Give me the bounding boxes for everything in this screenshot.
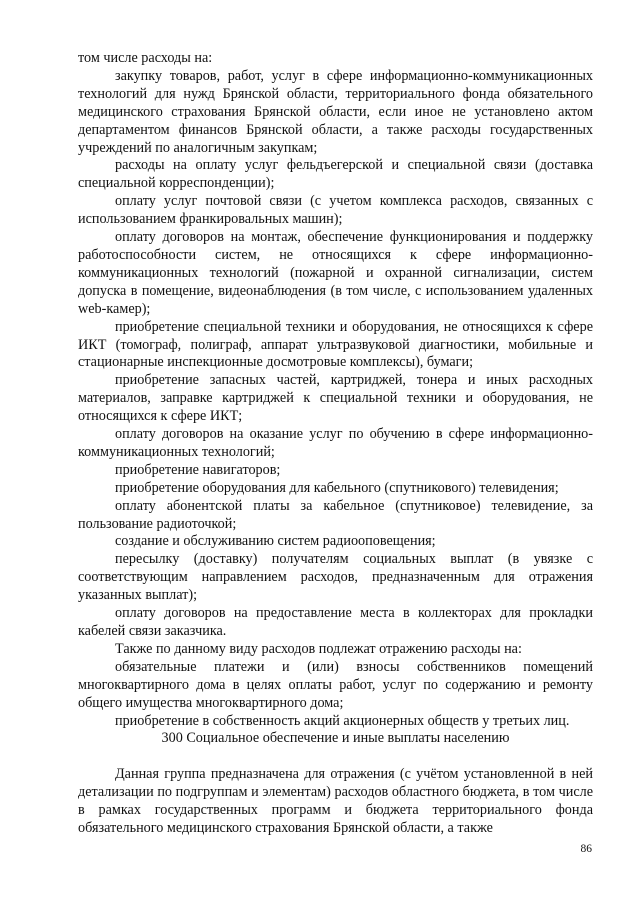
paragraph-special-equipment: приобретение специальной техники и оборудования, не относящихся к сфере ИКТ (томограф, полиграф, аппарат ультразвуковой диагностики, мобильные и стационарные инспекционные досмотровые комплексы), бумаги; — [78, 318, 593, 371]
paragraph-training: оплату договоров на оказание услуг по обучению в сфере информационно-коммуникационных технологий; — [78, 426, 593, 460]
paragraph-spare-parts: приобретение запасных частей, картриджей, тонера и иных расходных материалов, заправке картриджей к специальной техники и оборудования, не относящихся к сфере ИКТ; — [78, 372, 593, 425]
paragraph-intro: том числе расходы на: — [78, 50, 213, 66]
section-heading: 300 Социальное обеспечение и иные выплаты населению — [161, 730, 510, 747]
paragraph-also: Также по данному виду расходов подлежат отражению расходы на: — [115, 640, 522, 657]
paragraph-collectors: оплату договоров на предоставление места в коллекторах для прокладки кабелей связи заказчика. — [78, 605, 593, 639]
paragraph-tv-subscription: оплату абонентской платы за кабельное (спутниковое) телевидение, за пользование радиоточкой; — [78, 497, 593, 532]
paragraph-systems-contracts: оплату договоров на монтаж, обеспечение функционирования и поддержку работоспособности систем, не относящихся к сфере информационно-коммуникационных технологий (пожарной и охранной сигнализации, систем допуска в помещение, видеонаблюдения (в том числе, с использованием удаленных web-камер); — [78, 229, 593, 317]
paragraph-postal-services: оплату услуг почтовой связи (с учетом комплекса расходов, связанных с использованием франкировальных машин); — [78, 193, 593, 228]
paragraph-delivery: пересылку (доставку) получателям социальных выплат (в увязке с соответствующим направлением расходов, предназначенным для отражения указанных выплат); — [78, 551, 593, 604]
paragraph-mandatory-payments: обязательные платежи и (или) взносы собственников помещений многоквартирного дома в целях оплаты работ, услуг по содержанию и ремонту общего имущества многоквартирного дома; — [78, 658, 593, 711]
paragraph-ict-procurement: закупку товаров, работ, услуг в сфере информационно-коммуникационных технологий для нужд Брянской области, территориального фонда обязательного медицинского страхования Брянской области, если иное не установлено актом департаментом финансов Брянской области, а также расходы государственных учреждений по аналогичным закупкам; — [78, 67, 593, 156]
paragraph-shares: приобретение в собственность акций акционерных обществ у третьих лиц. — [115, 712, 570, 729]
document-page — [78, 50, 593, 838]
paragraph-group-description: Данная группа предназначена для отражения (с учётом установленной в ней детализации по подгруппам и элементам) расходов областного бюджета, в том числе в рамках государственных программ и бюджета территориального фонда обязательного медицинского страхования Брянской области, а также — [78, 766, 593, 836]
paragraph-courier-communication: расходы на оплату услуг фельдъегерской и специальной связи (доставка специальной корреспонденции); — [78, 157, 593, 192]
paragraph-radio-alert: создание и обслуживанию систем радиооповещения; — [115, 533, 436, 550]
page-number: 86 — [580, 843, 592, 855]
paragraph-tv-equipment: приобретение оборудования для кабельного (спутникового) телевидения; — [115, 479, 559, 496]
spacer — [78, 748, 593, 766]
paragraph-navigators: приобретение навигаторов; — [115, 461, 281, 478]
